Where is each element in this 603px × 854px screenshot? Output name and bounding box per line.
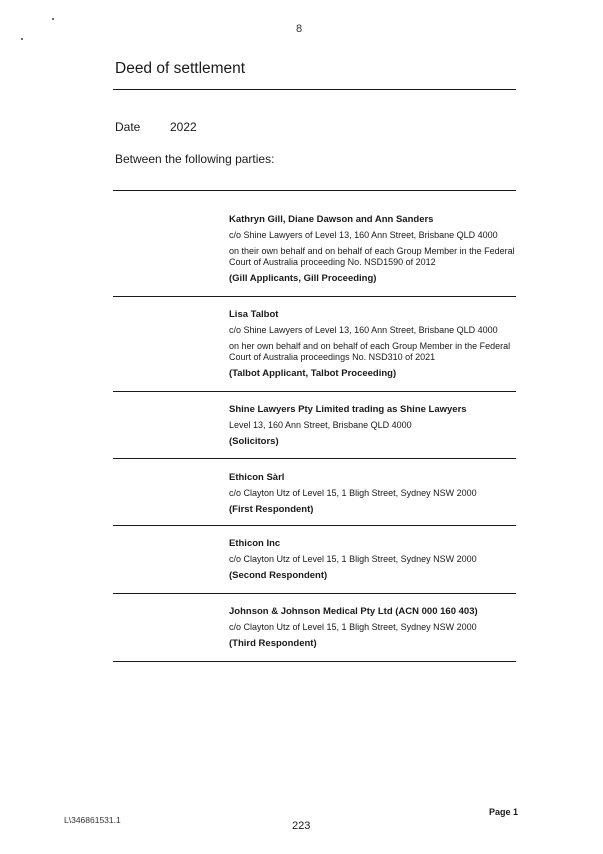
page-title: Deed of settlement — [115, 60, 246, 77]
party-address: Level 13, 160 Ann Street, Brisbane QLD 4000 — [229, 420, 412, 430]
party-block — [229, 606, 519, 649]
party-block — [229, 472, 519, 515]
parties-bottom-divider — [113, 661, 516, 662]
party-address: c/o Clayton Utz of Level 15, 1 Bligh Street, Sydney NSW 2000 — [229, 554, 477, 564]
page-label: Page 1 — [489, 807, 519, 817]
party-role: (Talbot Applicant, Talbot Proceeding) — [229, 368, 397, 379]
party-divider — [113, 296, 516, 297]
party-name: Ethicon Inc — [229, 538, 281, 549]
party-divider — [113, 525, 516, 526]
party-address: c/o Shine Lawyers of Level 13, 160 Ann Street, Brisbane QLD 4000 — [229, 230, 498, 240]
party-divider — [113, 593, 516, 594]
party-role: (First Respondent) — [229, 504, 314, 515]
page-top-number: 8 — [296, 23, 303, 35]
party-address: c/o Shine Lawyers of Level 13, 160 Ann Street, Brisbane QLD 4000 — [229, 325, 498, 335]
party-divider — [113, 391, 516, 392]
party-address: c/o Clayton Utz of Level 15, 1 Bligh Street, Sydney NSW 2000 — [229, 622, 477, 632]
between-label: Between the following parties: — [115, 152, 275, 166]
party-divider — [113, 458, 516, 459]
party-role: (Gill Applicants, Gill Proceeding) — [229, 273, 377, 284]
party-role: (Third Respondent) — [229, 638, 317, 649]
party-name: Shine Lawyers Pty Limited trading as Shine Lawyers — [229, 404, 467, 415]
date-value: 2022 — [170, 120, 197, 134]
party-address: c/o Clayton Utz of Level 15, 1 Bligh Street, Sydney NSW 2000 — [229, 488, 477, 498]
date-label: Date — [115, 120, 141, 134]
title-divider — [113, 89, 516, 90]
party-role: (Solicitors) — [229, 436, 279, 447]
party-block — [229, 404, 519, 447]
party-name: Ethicon Sàrl — [229, 472, 285, 483]
party-name: Johnson & Johnson Medical Pty Ltd (ACN 000 160 403) — [229, 606, 478, 617]
party-description: on her own behalf and on behalf of each Group Member in the Federal Court of Australia proceedings No. NSD310 of 2021 — [229, 341, 511, 362]
page-number: 223 — [292, 820, 311, 832]
party-role: (Second Respondent) — [229, 570, 328, 581]
party-description: on their own behalf and on behalf of each Group Member in the Federal Court of Australia proceeding No. NSD1590 of 2012 — [229, 246, 515, 267]
party-block — [229, 309, 519, 379]
document-reference: L\346861531.1 — [64, 815, 121, 825]
party-block — [229, 214, 519, 284]
scan-speck — [52, 18, 54, 20]
parties-top-divider — [113, 190, 516, 191]
scan-speck — [21, 38, 23, 40]
party-name: Lisa Talbot — [229, 309, 279, 320]
party-name: Kathryn Gill, Diane Dawson and Ann Sanders — [229, 214, 434, 225]
party-block — [229, 538, 519, 581]
